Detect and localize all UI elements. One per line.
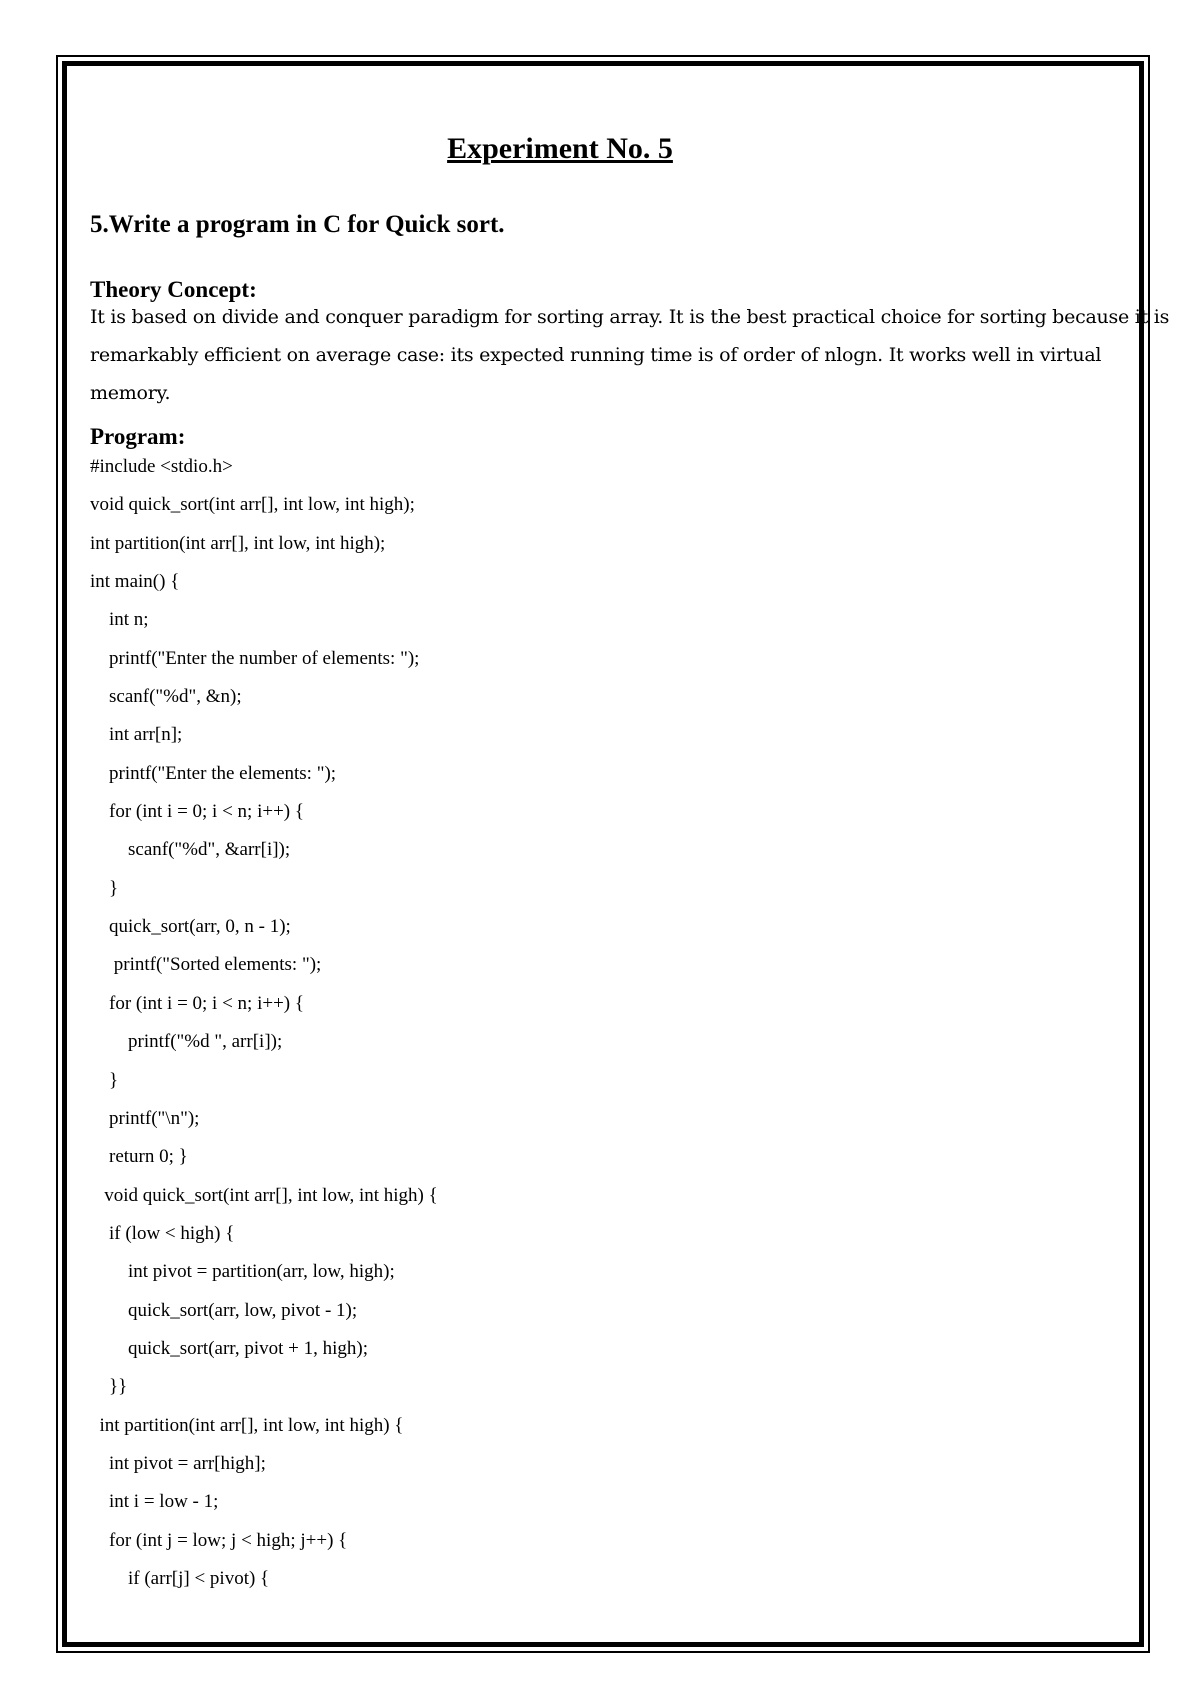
code-line: int partition(int arr[], int low, int high) { (90, 1414, 404, 1436)
code-line: quick_sort(arr, pivot + 1, high); (90, 1337, 369, 1359)
code-line: printf("\n"); (90, 1107, 200, 1129)
code-line: void quick_sort(int arr[], int low, int high) { (90, 1184, 438, 1206)
code-line: return 0; } (90, 1146, 188, 1168)
code-line: int partition(int arr[], int low, int high); (90, 532, 386, 554)
code-line: quick_sort(arr, 0, n - 1); (90, 916, 291, 938)
code-line: for (int i = 0; i < n; i++) { (90, 801, 304, 823)
code-line: } (90, 877, 119, 899)
code-line: scanf("%d", &n); (90, 686, 242, 708)
theory-line: memory. (90, 382, 171, 404)
code-line: if (low < high) { (90, 1222, 235, 1244)
code-line: printf("%d ", arr[i]); (90, 1031, 283, 1053)
theory-line: It is based on divide and conquer paradigm for sorting array. It is the best practical choice for sorting because it is (90, 306, 1170, 328)
code-line: quick_sort(arr, low, pivot - 1); (90, 1299, 358, 1321)
code-line: int pivot = partition(arr, low, high); (90, 1261, 395, 1283)
code-line: for (int i = 0; i < n; i++) { (90, 992, 304, 1014)
code-line: scanf("%d", &arr[i]); (90, 839, 291, 861)
program-heading: Program: (90, 424, 186, 449)
code-line: int main() { (90, 571, 180, 593)
aim-heading: 5.Write a program in C for Quick sort. (90, 211, 505, 238)
code-line: printf("Sorted elements: "); (90, 954, 322, 976)
code-line: void quick_sort(int arr[], int low, int high); (90, 494, 415, 516)
code-line: int pivot = arr[high]; (90, 1452, 266, 1474)
theory-line: remarkably efficient on average case: its expected running time is of order of nlogn. It works well in virtual (90, 344, 1102, 366)
code-line: printf("Enter the elements: "); (90, 762, 337, 784)
code-line: #include <stdio.h> (90, 456, 233, 477)
code-line: printf("Enter the number of elements: "); (90, 647, 420, 669)
code-line: }} (90, 1376, 128, 1398)
code-line: } (90, 1069, 119, 1091)
code-listing (90, 448, 438, 1598)
code-line: int i = low - 1; (90, 1491, 219, 1513)
experiment-title: Experiment No. 5 (447, 132, 673, 165)
code-line: if (arr[j] < pivot) { (90, 1567, 270, 1589)
code-line: int arr[n]; (90, 724, 183, 746)
code-line: for (int j = low; j < high; j++) { (90, 1529, 348, 1551)
code-line: int n; (90, 609, 149, 631)
theory-heading: Theory Concept: (90, 277, 257, 302)
